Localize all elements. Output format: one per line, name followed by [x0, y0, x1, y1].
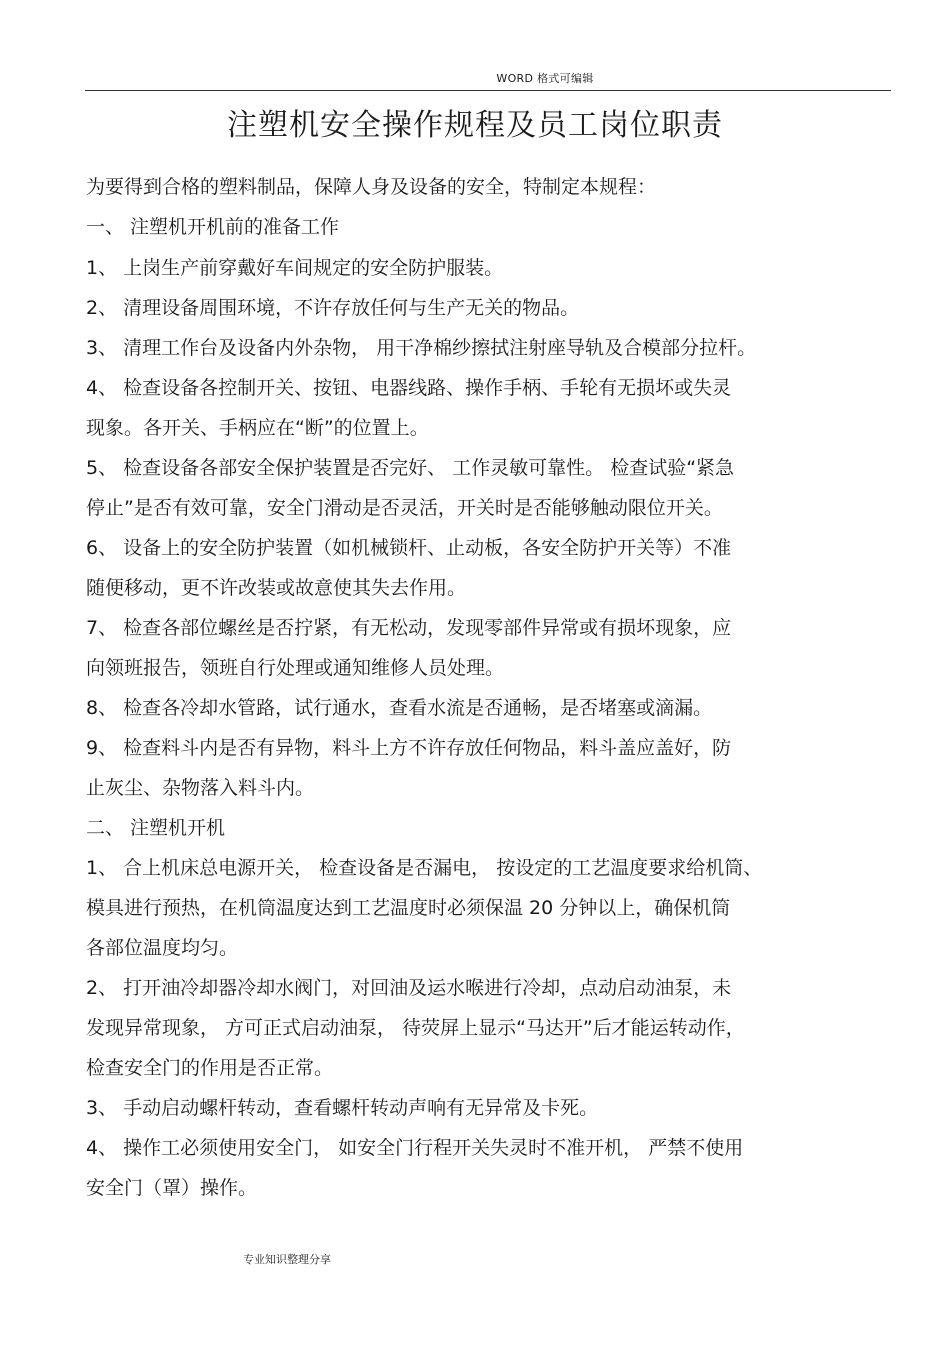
section-heading-2: 二、 注塑机开机 [86, 817, 226, 839]
section-heading-1: 一、 注塑机开机前的准备工作 [86, 216, 340, 238]
list-item-continuation: 向领班报告，领班自行处理或通知维修人员处理。 [86, 657, 505, 679]
list-item: 8、 检查各冷却水管路，试行通水，查看水流是否通畅，是否堵塞或滴漏。 [86, 697, 713, 719]
list-item: 1、 上岗生产前穿戴好车间规定的安全防护服装。 [86, 257, 504, 279]
page-header: WORD 格式可编辑 [496, 72, 594, 85]
list-item: 7、 检查各部位螺丝是否拧紧，有无松动，发现零部件异常或有损坏现象，应 [86, 617, 732, 639]
list-item-continuation: 止灰尘、杂物落入料斗内。 [86, 777, 315, 799]
list-item-continuation: 模具进行预热，在机筒温度达到工艺温度时必须保温 20 分钟以上，确保机筒 [86, 897, 731, 919]
intro-paragraph: 为要得到合格的塑料制品，保障人身及设备的安全，特制定本规程： [86, 176, 657, 198]
list-item: 4、 操作工必须使用安全门， 如安全门行程开关失灵时不准开机， 严禁不使用 [86, 1137, 744, 1159]
list-item: 9、 检查料斗内是否有异物，料斗上方不许存放任何物品，料斗盖应盖好，防 [86, 737, 732, 759]
list-item: 6、 设备上的安全防护装置（如机械锁杆、止动板，各安全防护开关等）不准 [86, 537, 732, 559]
list-item: 4、 检查设备各控制开关、按钮、电器线路、操作手柄、手轮有无损坏或失灵 [86, 377, 732, 399]
list-item: 3、 清理工作台及设备内外杂物， 用干净棉纱擦拭注射座导轨及合模部分拉杆。 [86, 337, 757, 359]
list-item: 1、 合上机床总电源开关， 检查设备是否漏电， 按设定的工艺温度要求给机筒、 [86, 857, 763, 879]
list-item-continuation: 停止”是否有效可靠，安全门滑动是否灵活，开关时是否能够触动限位开关。 [86, 497, 723, 519]
list-item-continuation: 发现异常现象， 方可正式启动油泵， 待荧屏上显示“马达开”后才能运转动作， [86, 1017, 745, 1039]
list-item-continuation: 各部位温度均匀。 [86, 937, 239, 959]
list-item-continuation: 现象。各开关、手柄应在“断”的位置上。 [86, 417, 429, 439]
list-item: 3、 手动启动螺杆转动，查看螺杆转动声响有无异常及卡死。 [86, 1097, 599, 1119]
list-item-continuation: 安全门（罩）操作。 [86, 1177, 258, 1199]
page-footer: 专业知识整理分享 [243, 1253, 331, 1266]
list-item-continuation: 随便移动，更不许改装或故意使其失去作用。 [86, 577, 467, 599]
list-item: 2、 清理设备周围环境，不许存放任何与生产无关的物品。 [86, 297, 580, 319]
header-divider [85, 90, 891, 91]
list-item-continuation: 检查安全门的作用是否正常。 [86, 1057, 334, 1079]
document-title: 注塑机安全操作规程及员工岗位职责 [227, 108, 723, 143]
list-item: 2、 打开油冷却器冷却水阀门，对回油及运水喉进行冷却，点动启动油泵，未 [86, 977, 732, 999]
list-item: 5、 检查设备各部安全保护装置是否完好、 工作灵敏可靠性。 检查试验“紧急 [86, 457, 735, 479]
